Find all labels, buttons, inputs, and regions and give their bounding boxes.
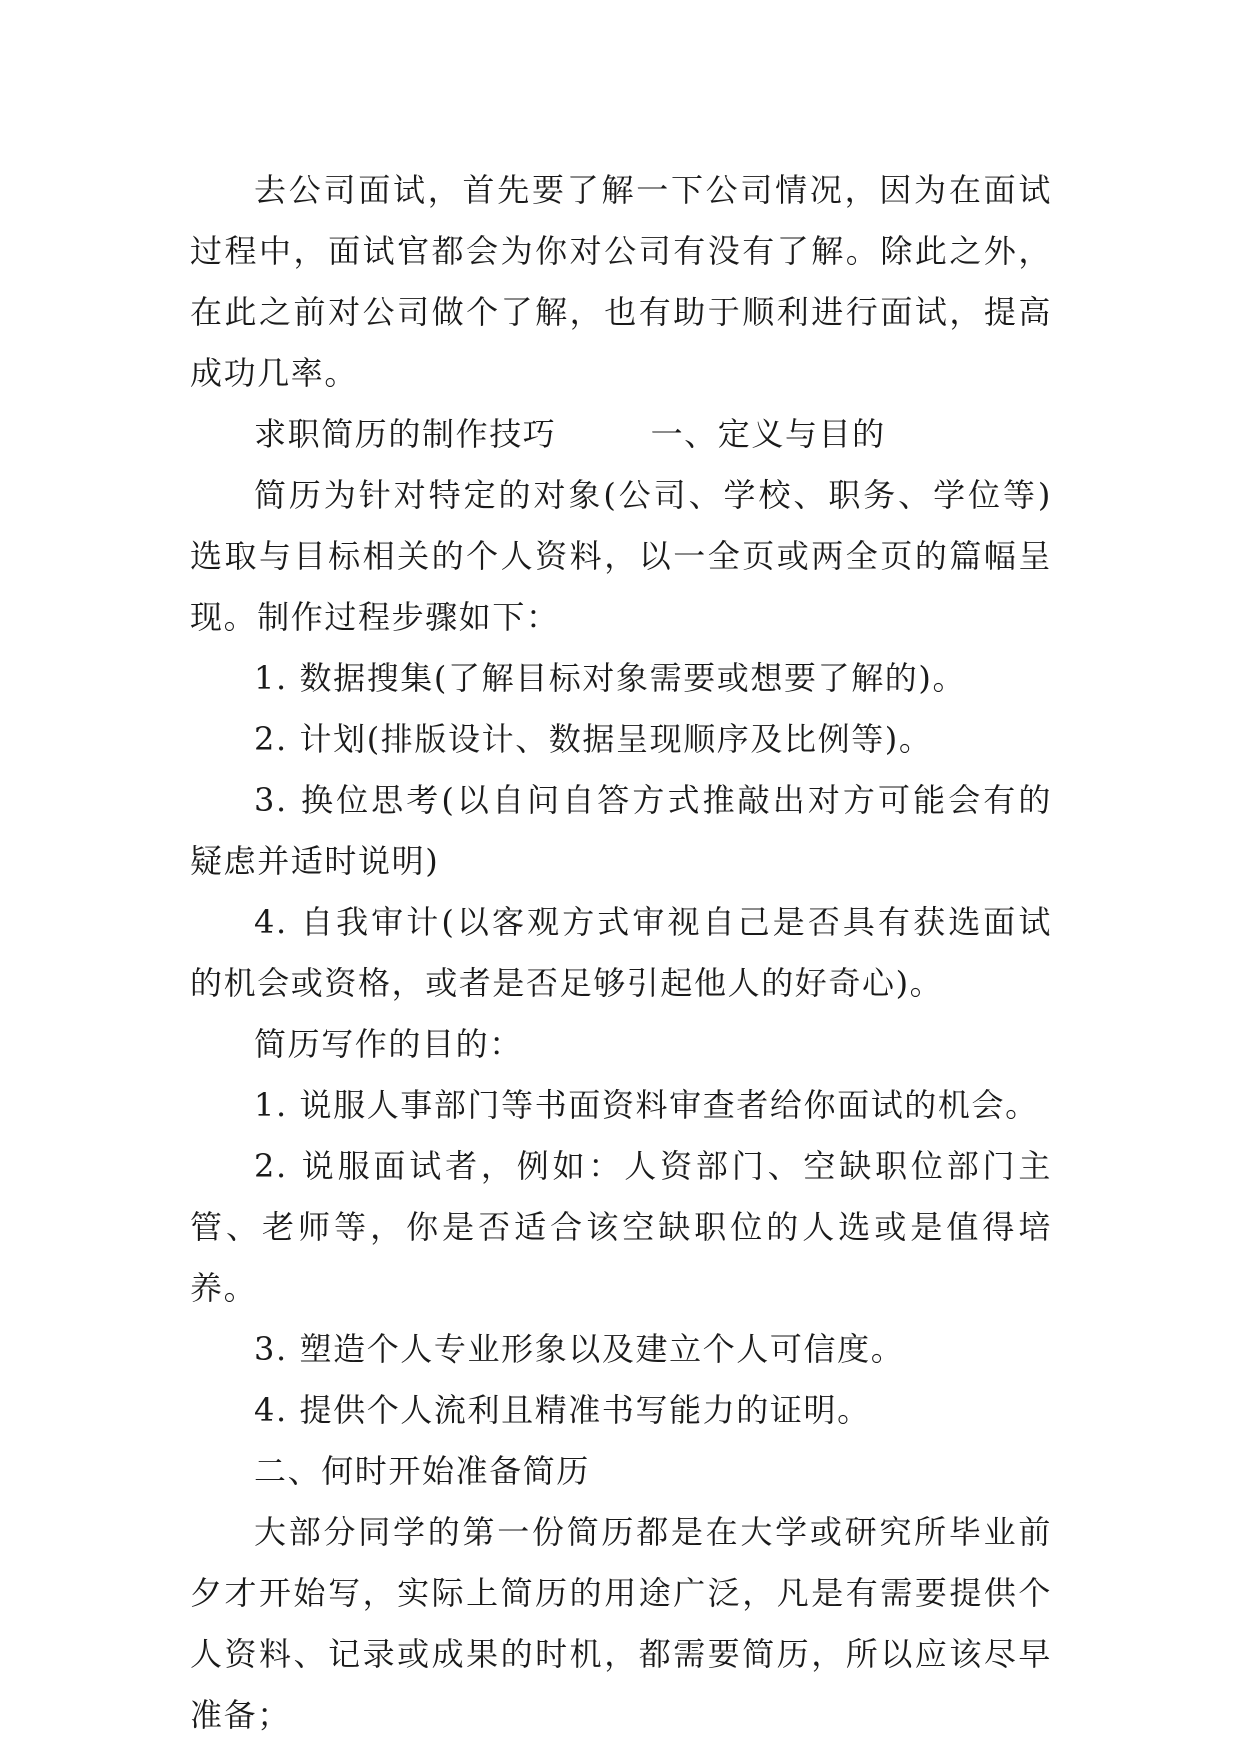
purpose-item-4: 4. 提供个人流利且精准书写能力的证明。 xyxy=(254,1391,871,1429)
intro-paragraph: 去公司面试，首先要了解一下公司情况，因为在面试过程中，面试官都会为你对公司有没有了解。除此之外，在此之前对公司做个了解，也有助于顺利进行面试，提高成功几率。 xyxy=(190,171,1052,392)
purpose-item-3: 3. 塑造个人专业形象以及建立个人可信度。 xyxy=(254,1330,905,1368)
definition-paragraph: 简历为针对特定的对象(公司、学校、职务、学位等)选取与目标相关的个人资料，以一全页或两全页的篇幅呈现。制作过程步骤如下： xyxy=(190,476,1052,636)
step-item-2: 2. 计划(排版设计、数据呈现顺序及比例等)。 xyxy=(254,720,933,758)
section-heading-definition: 求职简历的制作技巧 一、定义与目的 xyxy=(254,415,886,453)
timing-paragraph: 大部分同学的第一份简历都是在大学或研究所毕业前夕才开始写，实际上简历的用途广泛，凡是有需要提供个人资料、记录或成果的时机，都需要简历，所以应该尽早准备； xyxy=(190,1513,1052,1734)
purpose-item-2: 2. 说服面试者，例如：人资部门、空缺职位部门主管、老师等，你是否适合该空缺职位的人选或是值得培养。 xyxy=(190,1147,1052,1307)
purpose-heading: 简历写作的目的： xyxy=(254,1025,523,1063)
step-item-4: 4. 自我审计(以客观方式审视自己是否具有获选面试的机会或资格，或者是否足够引起他人的好奇心)。 xyxy=(190,903,1052,1002)
step-item-3: 3. 换位思考(以自问自答方式推敲出对方可能会有的疑虑并适时说明) xyxy=(190,781,1052,880)
document-page xyxy=(190,160,1052,1746)
section-heading-timing: 二、何时开始准备简历 xyxy=(254,1452,591,1490)
purpose-item-1: 1. 说服人事部门等书面资料审查者给你面试的机会。 xyxy=(254,1086,1039,1124)
step-item-1: 1. 数据搜集(了解目标对象需要或想要了解的)。 xyxy=(254,659,967,697)
